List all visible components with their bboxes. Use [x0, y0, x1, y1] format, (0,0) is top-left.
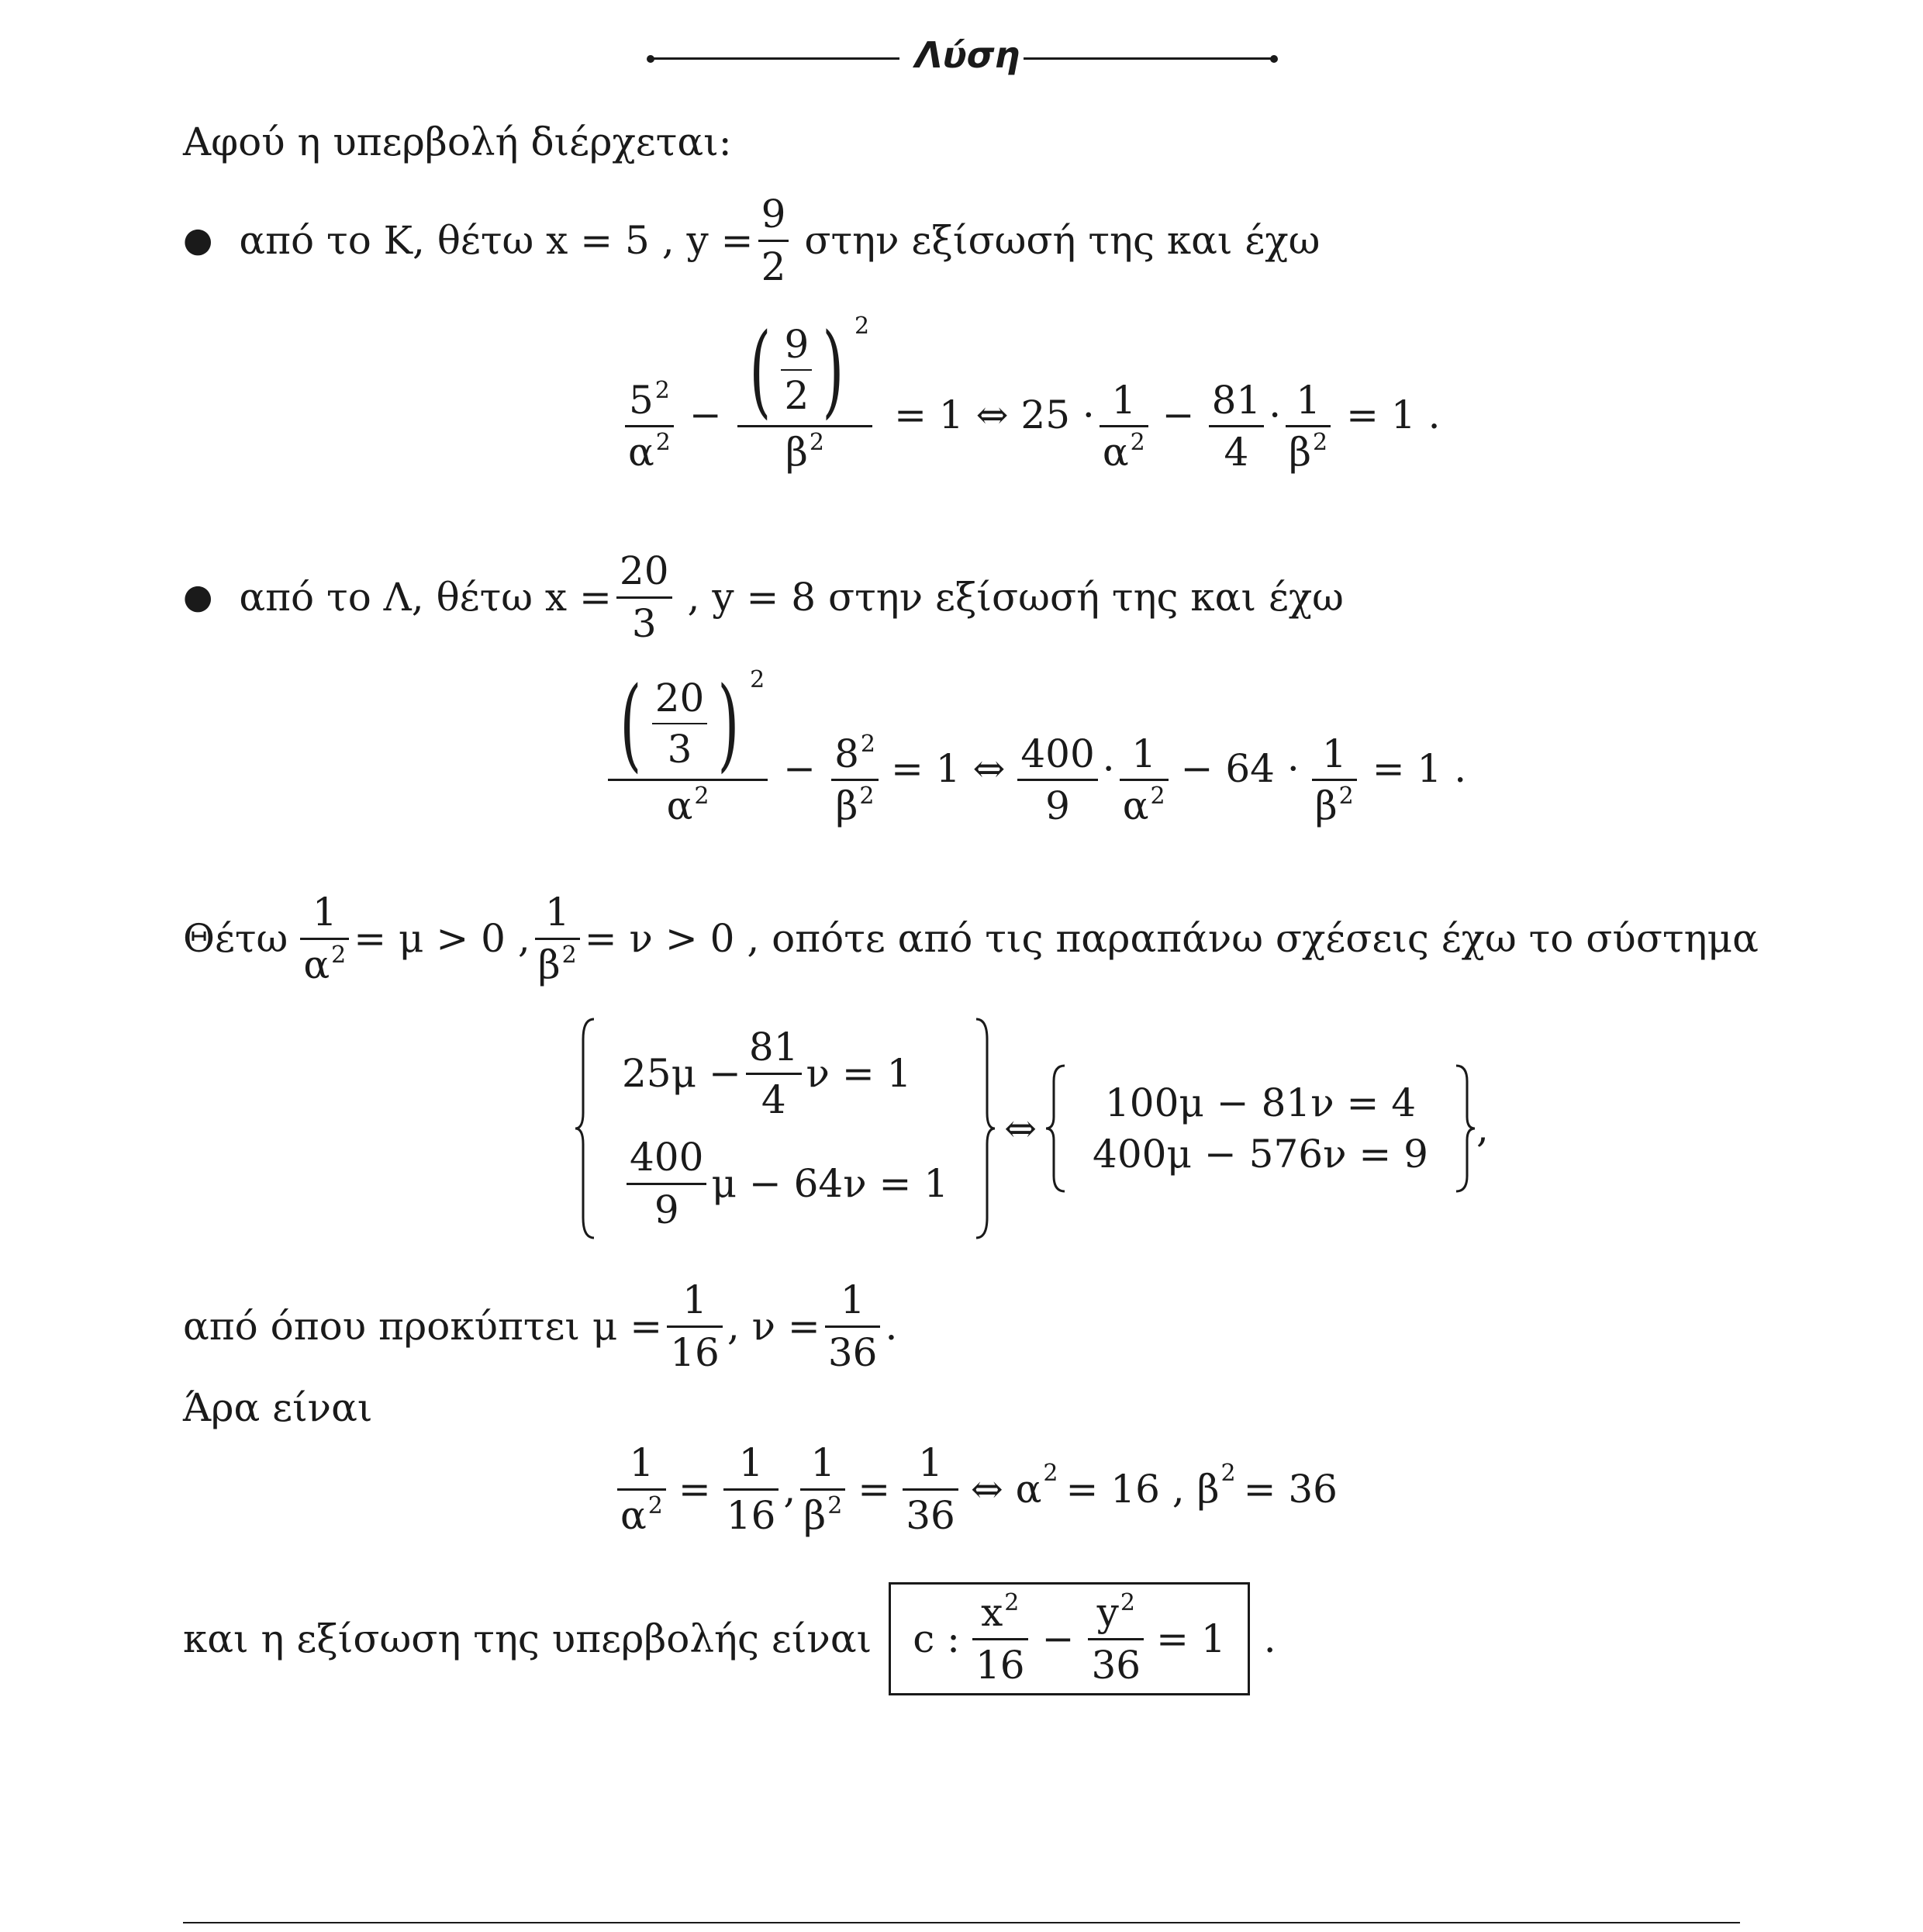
bullet-2 — [183, 548, 1344, 646]
fraction: $\frac{8^2}{\beta^2}$ — [831, 734, 879, 827]
final-line: και η εξίσωση της υπερβολής είναι c : $\frac{x^2}{16}$ − $\frac{y^2}{36}$ = 1 . — [183, 1582, 1276, 1695]
set-text-a: Θέτω — [183, 916, 288, 961]
final-text: και η εξίσωση της υπερβολής είναι — [183, 1616, 872, 1661]
bullet-2-text-b: , y = 8 στην εξίσωσή της και έχω — [687, 575, 1344, 620]
page-title: Λύση — [915, 34, 1020, 76]
equation-3: $\frac{1}{\alpha^2}$ = $\frac{1}{16}$ , $\frac{1}{\beta^2}$ = $\frac{1}{36}$ ⇔ α 2 = 16 , β 2 = 36 — [613, 1443, 1338, 1536]
minus-sign: − — [783, 745, 816, 791]
system-row-3: 100μ − 81ν = 4 — [1104, 1080, 1417, 1125]
fraction: $\frac{1}{\beta^2}$ — [1312, 734, 1357, 827]
bullet-dot: ● — [183, 577, 213, 617]
left-brace — [1044, 1063, 1068, 1194]
system-row-1: 25μ − $\frac{81}{4}$ ν = 1 — [622, 1025, 912, 1122]
fraction: $\frac{1}{\alpha^2}$ — [1100, 380, 1148, 473]
fraction: $\frac{x^2}{16}$ — [972, 1592, 1028, 1685]
fraction: ( $\frac{9}{2}$ ) 2 $\beta^2$ — [737, 320, 872, 473]
fraction: $\frac{20}{3}$ — [616, 551, 672, 644]
dot-operator: · — [1269, 392, 1282, 437]
dot-operator: · — [1102, 745, 1115, 791]
intro-text: Αφού η υπερβολή διέρχεται: — [183, 119, 732, 164]
minus-sign: − — [1162, 392, 1195, 437]
equation-1 — [620, 311, 1441, 475]
fraction: $\frac{1}{16}$ — [723, 1443, 779, 1536]
fraction: $\frac{5^2}{\alpha^2}$ — [625, 380, 674, 473]
bullet-1-text-b: στην εξίσωσή της και έχω — [804, 218, 1321, 263]
system-row-2: $\frac{400}{9}$ μ − 64ν = 1 — [622, 1137, 948, 1230]
right-brace — [973, 1016, 996, 1241]
fraction: $\frac{1}{\beta^2}$ — [1286, 380, 1331, 473]
header-rule-right-dot — [1270, 55, 1278, 63]
equation-end: = 1 . — [1372, 745, 1467, 791]
fraction: $\frac{400}{9}$ — [1017, 734, 1097, 827]
result-line: από όπου προκύπτει μ = $\frac{1}{16}$ , ν = $\frac{1}{36}$ . — [183, 1277, 898, 1375]
fraction: $\frac{1}{\beta^2}$ — [535, 892, 580, 985]
fraction: $\frac{1}{\beta^2}$ — [800, 1443, 845, 1536]
fraction: $\frac{81}{4}$ — [1209, 380, 1265, 473]
bullet-1-text-a: από το Κ, θέτω x = 5 , y = — [239, 218, 754, 263]
fraction: $\frac{1}{36}$ — [903, 1443, 958, 1536]
equation-middle: = 1 ⇔ — [890, 745, 1006, 791]
equation-system: 25μ − $\frac{81}{4}$ ν = 1 $\frac{400}{9}$ μ − 64ν = 1 ⇔ 100μ − 81ν = 4 400μ − 576ν = 9 , — [574, 1016, 1489, 1241]
fraction: $\frac{1}{16}$ — [667, 1280, 723, 1373]
footer-rule — [183, 1922, 1740, 1923]
fraction: $\frac{1}{\alpha^2}$ — [300, 892, 349, 985]
fraction: $\frac{9}{2}$ — [758, 194, 789, 287]
boxed-equation: c : $\frac{x^2}{16}$ − $\frac{y^2}{36}$ = 1 — [889, 1582, 1250, 1695]
left-brace — [574, 1016, 597, 1241]
system-row-4: 400μ − 576ν = 9 — [1093, 1132, 1428, 1177]
fraction: $\frac{1}{\alpha^2}$ — [617, 1443, 666, 1536]
iff-symbol: ⇔ — [1004, 1106, 1037, 1151]
fraction: $\frac{1}{\alpha^2}$ — [1120, 734, 1169, 827]
header-rule-right — [1024, 57, 1275, 60]
minus-sign: − 64 · — [1180, 745, 1300, 791]
right-brace — [1453, 1063, 1476, 1194]
bullet-dot: ● — [183, 220, 213, 260]
header-rule-left — [651, 57, 899, 60]
equation-end: = 1 . — [1346, 392, 1441, 437]
set-text-b: = ν > 0 , οπότε από τις παραπάνω σχέσεις έχω το σύστημα — [584, 916, 1759, 961]
system-right-rows — [1068, 1080, 1453, 1177]
minus-sign: − — [689, 392, 722, 437]
fraction: ( $\frac{20}{3}$ ) 2 $\alpha^2$ — [608, 673, 768, 827]
equation-2 — [603, 665, 1467, 828]
fraction: $\frac{1}{36}$ — [825, 1280, 881, 1373]
set-middle: = μ > 0 , — [354, 916, 530, 961]
result-text: από όπου προκύπτει μ = — [183, 1304, 663, 1349]
substitution-line — [183, 892, 1759, 985]
fraction: $\frac{y^2}{36}$ — [1088, 1592, 1144, 1685]
system-left-rows — [597, 1027, 973, 1230]
bullet-1 — [183, 194, 1320, 287]
bullet-2-text-a: από το Λ, θέτω x = — [239, 575, 612, 620]
ara-text: Άρα είναι — [183, 1385, 373, 1430]
equation-middle: = 1 ⇔ 25 · — [894, 392, 1095, 437]
